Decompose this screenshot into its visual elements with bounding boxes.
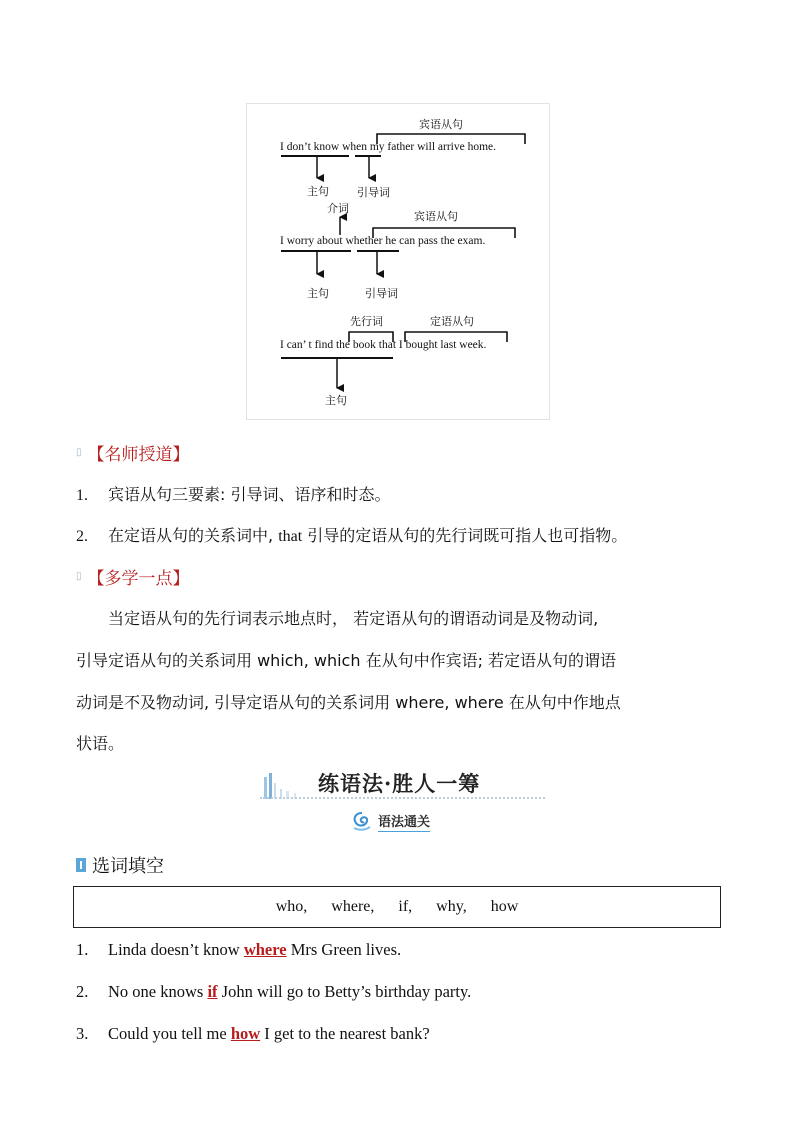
answer-blank: if	[207, 982, 218, 1001]
question-text-after: John will go to Betty’s birthday party.	[217, 982, 472, 1001]
s2-intro-label: 引导词	[365, 287, 398, 300]
more-line-1: 当定语从句的先行词表示地点时， 若定语从句的谓语动词是及物动词,	[76, 609, 599, 628]
question-num: 3.	[76, 1024, 89, 1043]
question-2	[76, 982, 471, 1002]
s2-prep-label: 介词	[327, 202, 349, 215]
more-line-2: 引导定语从句的关系词用 which, which 在从句中作宾语; 若定语从句的谓语	[76, 651, 617, 670]
exercise-section-title	[76, 852, 164, 878]
more-heading	[76, 564, 190, 589]
word-bank-item: who,	[275, 898, 308, 915]
question-text-after: Mrs Green lives.	[286, 940, 402, 959]
square-marker-icon: ▯	[76, 447, 82, 458]
question-1	[76, 940, 401, 960]
section-marker-icon	[76, 858, 86, 872]
tip-item-text-pre: 在定语从句的关系词中,	[108, 526, 279, 545]
grammar-diagram	[246, 103, 550, 420]
question-num: 2.	[76, 982, 89, 1001]
tip-heading-text: 【名师授道】	[87, 445, 190, 465]
banner-dotted-line	[260, 797, 545, 799]
tip-item-text-post: 引导的定语从句的先行词既可指人也可指物。	[302, 526, 628, 545]
tip-item-text: 宾语从句三要素: 引导词、语序和时态。	[108, 485, 391, 504]
more-line-3: 动词是不及物动词, 引导定语从句的关系词用 where, where 在从句中作地点	[76, 693, 621, 712]
question-text-before: Linda doesn’t know	[108, 940, 244, 959]
banner-title: 练语法·胜人一筹	[318, 771, 481, 796]
answer-blank: where	[243, 940, 287, 959]
exercise-section-title-text: 选词填空	[92, 856, 164, 877]
square-marker-icon: ▯	[76, 571, 82, 582]
answer-blank: how	[230, 1024, 261, 1043]
s2-main-label: 主句	[307, 287, 329, 300]
swirl-icon	[350, 810, 374, 832]
word-bank-item: if,	[398, 898, 413, 915]
question-3	[76, 1024, 430, 1044]
tip-item-1	[76, 482, 390, 505]
more-line-4: 状语。	[76, 734, 125, 753]
s2-sentence: I worry about whether he can pass the exam.	[280, 235, 486, 247]
question-text-before: Could you tell me	[108, 1024, 231, 1043]
s1-bracket-label: 宾语从句	[419, 118, 463, 131]
diagram-svg	[247, 104, 549, 419]
sub-banner-title: 语法通关	[378, 811, 430, 832]
question-num: 1.	[76, 940, 89, 959]
s3-bracket-label: 定语从句	[430, 315, 474, 328]
s3-sentence: I can’ t find the book that I bought last week.	[280, 339, 487, 351]
tip-item-2	[76, 523, 627, 546]
s1-intro-label: 引导词	[357, 186, 390, 199]
s3-main-label: 主句	[325, 394, 347, 407]
s3-antecedent-label: 先行词	[350, 315, 383, 328]
tip-item-num: 1.	[76, 487, 88, 504]
word-bank-item: where,	[331, 898, 375, 915]
question-text-before: No one knows	[108, 982, 208, 1001]
more-heading-text: 【多学一点】	[87, 569, 190, 589]
tip-heading	[76, 440, 190, 465]
word-bank-item: why,	[436, 898, 467, 915]
section-banner	[260, 767, 545, 801]
s1-sentence: I don’t know when my father will arrive home.	[280, 141, 496, 153]
tip-item-keyword: that	[278, 528, 303, 545]
word-bank-item: how	[490, 898, 519, 915]
word-bank	[73, 886, 721, 928]
question-text-after: I get to the nearest bank?	[260, 1024, 430, 1043]
s2-bracket-label: 宾语从句	[414, 210, 458, 223]
sub-banner	[350, 810, 430, 832]
s1-main-label: 主句	[307, 185, 329, 198]
tip-item-num: 2.	[76, 528, 88, 545]
building-bars-icon	[262, 773, 312, 799]
